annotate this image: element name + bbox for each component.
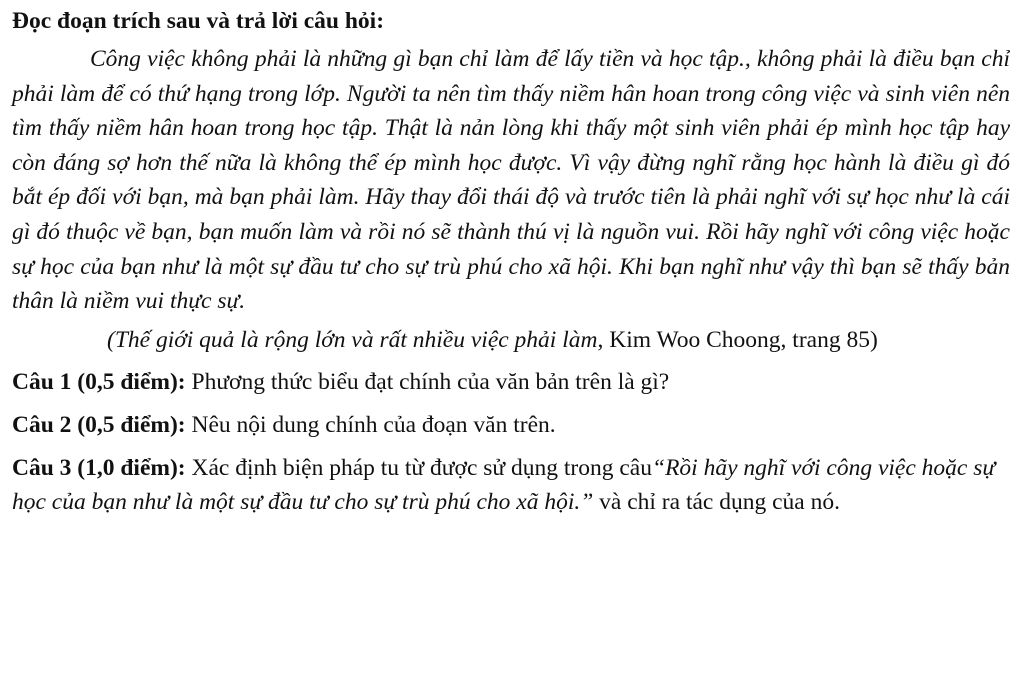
question-3-text: Xác định biện pháp tu từ được sử dụng trong câu (185, 454, 652, 481)
question-3-label: Câu 3 (1,0 điểm): (12, 454, 186, 481)
question-3-text-after: và chỉ ra tác dụng của nó. (593, 489, 840, 516)
question-1-text: Phương thức biểu đạt chính của văn bản trên là gì? (185, 369, 670, 396)
source-book-title: Thế giới quả là rộng lớn và rất nhiều việc phải làm (114, 326, 598, 353)
question-3 (12, 451, 1010, 520)
source-citation (12, 323, 1010, 358)
question-2 (12, 408, 1010, 443)
excerpt-paragraph: Công việc không phải là những gì bạn chỉ làm để lấy tiền và học tập., không phải là điều bạn chỉ phải làm để có thứ hạng trong lớp. Người ta nên tìm thấy niềm hân hoan trong công việc và sinh viên nên tìm thấy niềm hân hoan trong học tập. Thật là nản lòng khi thấy một sinh viên phải ép mình học tập hay còn đáng sợ hơn thế nữa là không thể ép mình học được. Vì vậy đừng nghĩ rằng học hành là điều gì đó bắt ép đối với bạn, mà bạn phải làm. Hãy thay đổi thái độ và trước tiên là phải nghĩ với sự học như là cái gì đó thuộc về bạn, bạn muốn làm và rồi nó sẽ thành thú vị là nguồn vui. Rồi hãy nghĩ với công việc hoặc sự học của bạn như là một sự đầu tư cho sự trù phú cho xã hội. Khi bạn nghĩ như vậy thì bạn sẽ thấy bản thân là niềm vui thực sự. (12, 46, 1010, 315)
question-1-label: Câu 1 (0,5 điểm): (12, 369, 186, 396)
question-3-quote: “Rồi hãy nghĩ với công việc hoặc sự học của bạn như là một sự đầu tư cho sự trù phú cho xã hội.” (12, 454, 996, 516)
instruction-heading: Đọc đoạn trích sau và trả lời câu hỏi: (12, 8, 385, 34)
question-1 (12, 365, 1010, 400)
source-author-page: , Kim Woo Choong, trang 85) (597, 326, 878, 353)
question-2-text: Nêu nội dung chính của đoạn văn trên. (185, 411, 556, 438)
question-2-label: Câu 2 (0,5 điểm): (12, 411, 186, 438)
source-open-paren: ( (107, 326, 115, 353)
